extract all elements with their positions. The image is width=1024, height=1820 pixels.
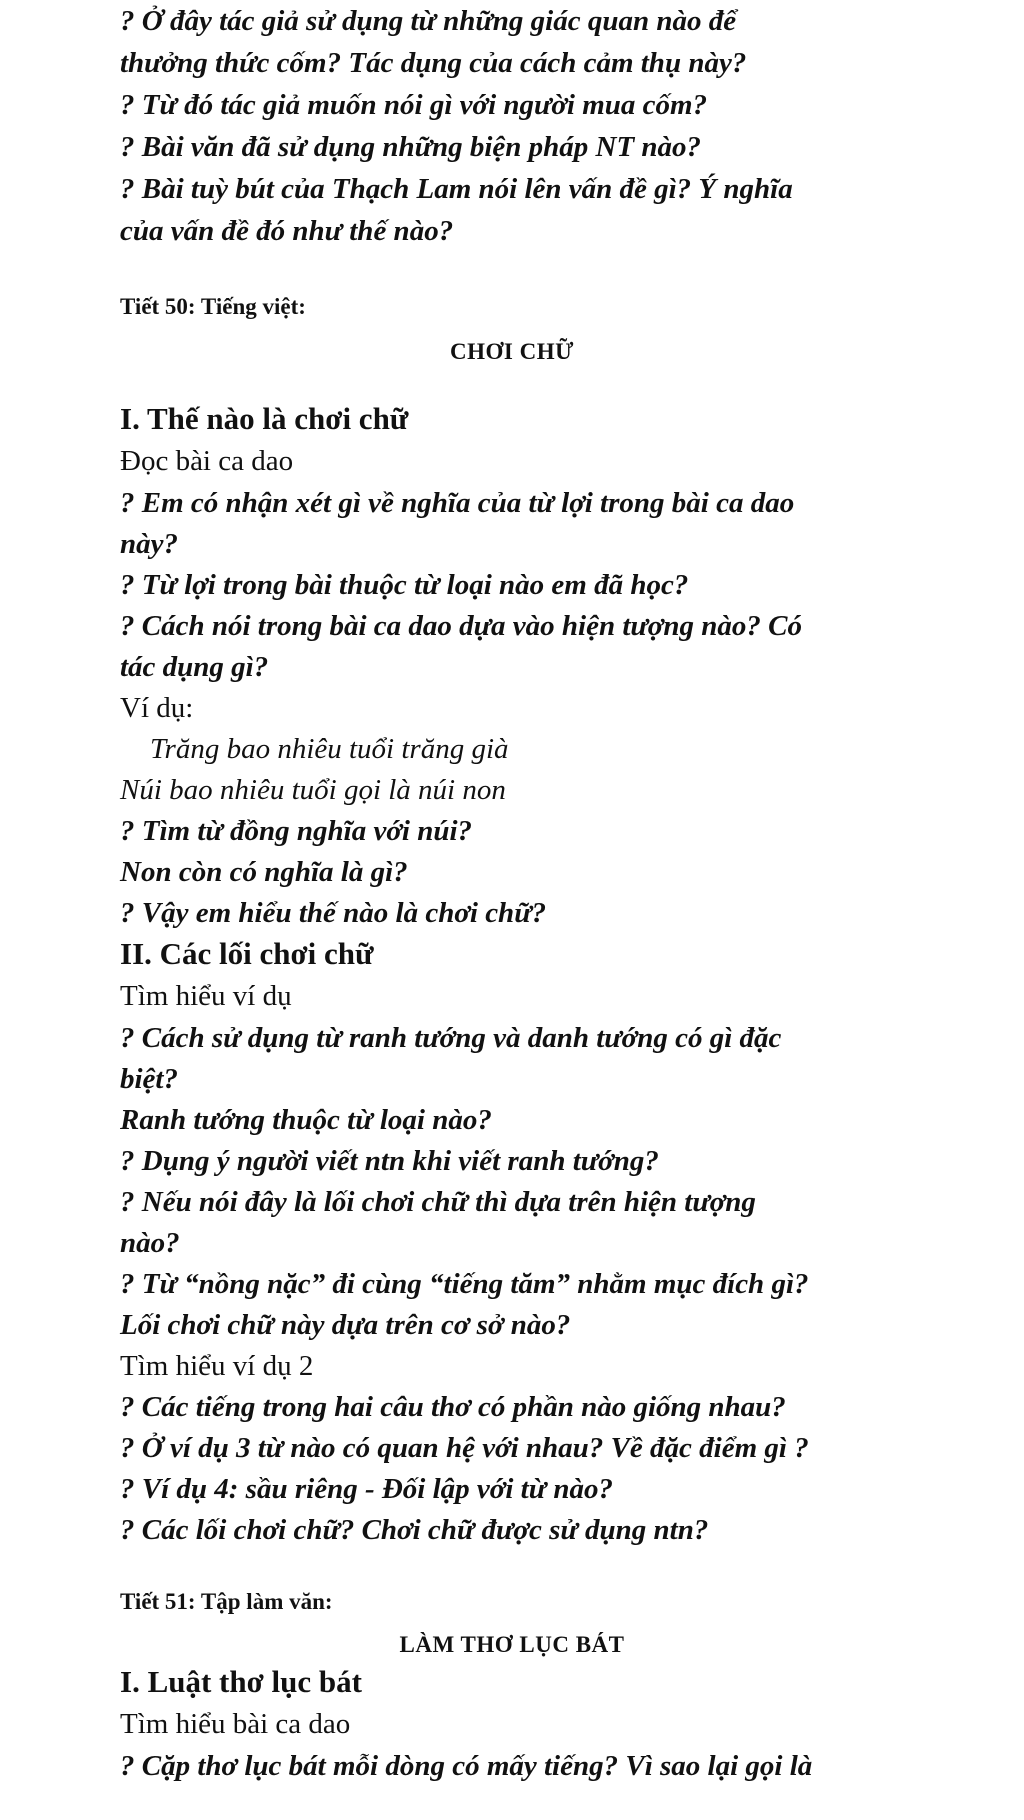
poem-line-2: Núi bao nhiêu tuổi gọi là núi non	[120, 774, 506, 806]
question-wordplay-basis: ? Nếu nói đây là lối chơi chữ thì dựa trên hiện tượng	[120, 1186, 756, 1218]
question-word-meaning: ? Em có nhận xét gì về nghĩa của từ lợi trong bài ca dao	[120, 487, 795, 519]
question-word-meaning-cont: này?	[120, 528, 178, 560]
lesson-50-heading: Tiết 50: Tiếng việt:	[120, 294, 306, 319]
question-phenomenon-cont: tác dụng gì?	[120, 651, 269, 683]
section-2-heading: II. Các lối chơi chữ	[120, 936, 374, 971]
study-example-2: Tìm hiểu ví dụ 2	[120, 1350, 314, 1382]
question-wordplay-types: ? Các lối chơi chữ? Chơi chữ được sử dụng ntn?	[120, 1514, 709, 1546]
question-example-3: ? Ở ví dụ 3 từ nào có quan hệ với nhau? Về đặc điểm gì ?	[120, 1432, 809, 1464]
question-syllables: ? Cặp thơ lục bát mỗi dòng có mấy tiếng? Vì sao lại gọi là	[120, 1750, 813, 1782]
poem-line-1: Trăng bao nhiêu tuổi trăng già	[150, 733, 509, 765]
section-luat-heading: I. Luật thơ lục bát	[120, 1664, 362, 1699]
question-senses: ? Ở đây tác giả sử dụng từ những giác quan nào để	[120, 5, 737, 37]
section-1-heading: I. Thế nào là chơi chữ	[120, 401, 409, 436]
question-senses-cont: thưởng thức cốm? Tác dụng của cách cảm thụ này?	[120, 47, 747, 79]
question-writer-intent: ? Dụng ý người viết ntn khi viết ranh tướng?	[120, 1145, 659, 1177]
read-folk-song: Đọc bài ca dao	[120, 445, 294, 477]
question-nong-nac: ? Từ “nồng nặc” đi cùng “tiếng tăm” nhằm mục đích gì?	[120, 1268, 809, 1300]
study-folk-song: Tìm hiểu bài ca dao	[120, 1708, 351, 1740]
question-ranh-tuong-cont: biệt?	[120, 1063, 178, 1095]
question-art-devices: ? Bài văn đã sử dụng những biện pháp NT nào?	[120, 131, 702, 163]
question-wordplay-basis-cont: nào?	[120, 1227, 180, 1259]
question-essay-theme: ? Bài tuỳ bút của Thạch Lam nói lên vấn đề gì? Ý nghĩa	[120, 173, 793, 205]
question-synonym: ? Tìm từ đồng nghĩa với núi?	[120, 815, 473, 847]
example-label: Ví dụ:	[120, 692, 194, 724]
question-ranh-tuong: ? Cách sử dụng từ ranh tướng và danh tướng có gì đặc	[120, 1022, 782, 1054]
question-example-4: ? Ví dụ 4: sầu riêng - Đối lập với từ nào?	[120, 1473, 613, 1505]
lesson-50-title: CHƠI CHỮ	[450, 339, 574, 364]
lesson-51-heading: Tiết 51: Tập làm văn:	[120, 1589, 333, 1614]
question-similar-parts: ? Các tiếng trong hai câu thơ có phần nào giống nhau?	[120, 1391, 786, 1423]
question-phenomenon: ? Cách nói trong bài ca dao dựa vào hiện tượng nào? Có	[120, 610, 802, 642]
question-wordplay-foundation: Lối chơi chữ này dựa trên cơ sở nào?	[120, 1309, 571, 1341]
question-author-message: ? Từ đó tác giả muốn nói gì với người mua cốm?	[120, 89, 708, 121]
question-non-meaning: Non còn có nghĩa là gì?	[120, 856, 408, 888]
study-example: Tìm hiểu ví dụ	[120, 980, 292, 1012]
question-ranh-tuong-class: Ranh tướng thuộc từ loại nào?	[120, 1104, 492, 1136]
question-word-class: ? Từ lợi trong bài thuộc từ loại nào em đã học?	[120, 569, 689, 601]
lesson-51-title: LÀM THƠ LỤC BÁT	[399, 1632, 625, 1657]
question-wordplay-definition: ? Vậy em hiểu thế nào là chơi chữ?	[120, 897, 547, 929]
question-essay-theme-cont: của vấn đề đó như thế nào?	[120, 215, 454, 247]
